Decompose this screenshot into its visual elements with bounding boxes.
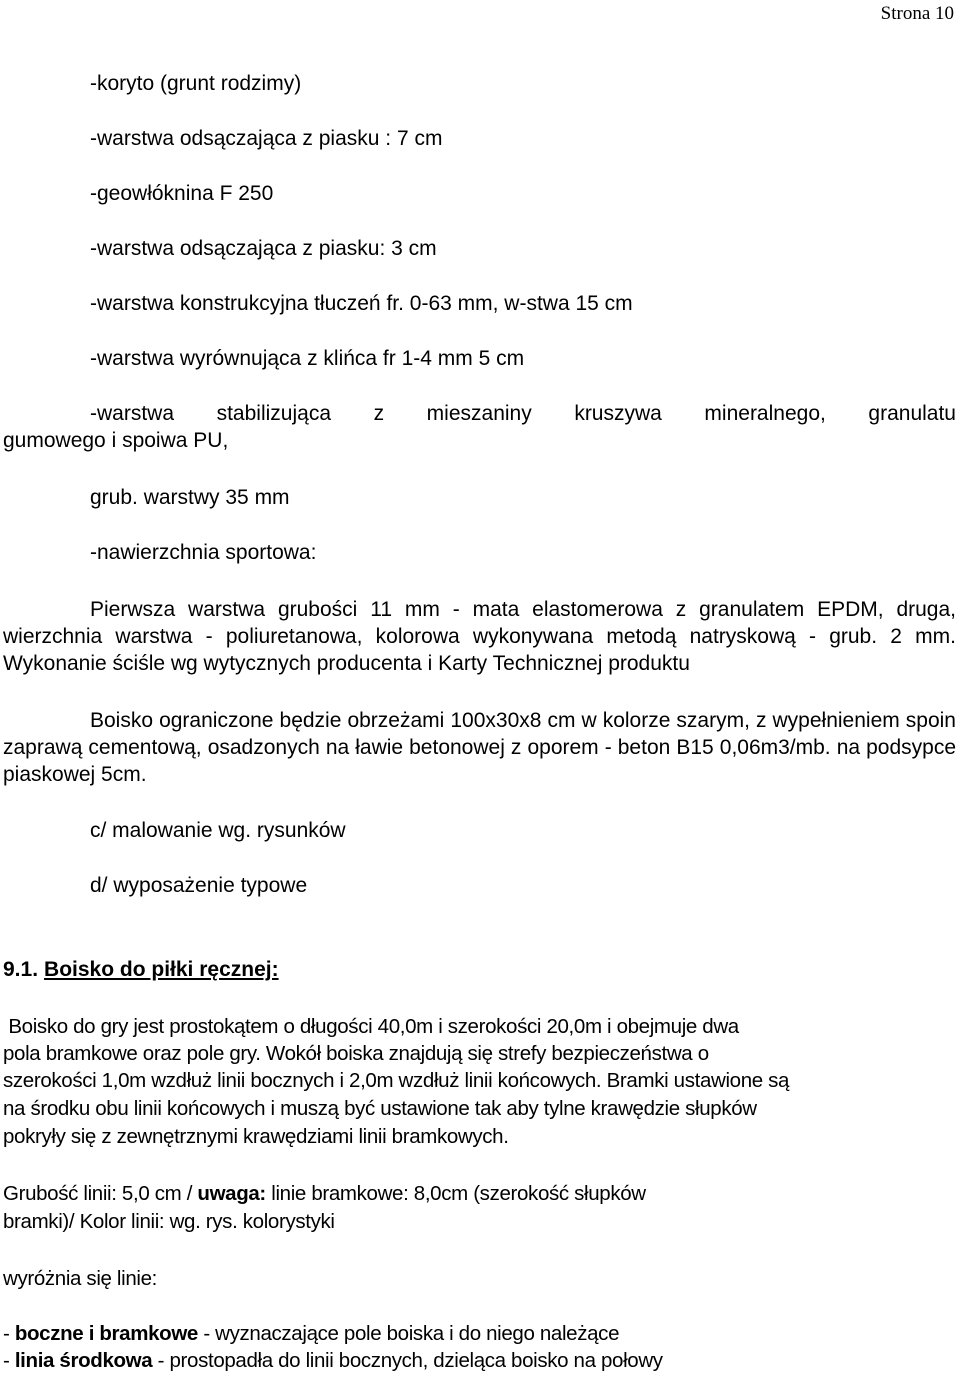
layer-item: -geowłóknina F 250 bbox=[90, 182, 274, 205]
curbs-description: Boisko ograniczone będzie obrzeżami 100x30x8 cm w kolorze szarym, z wypełnieniem spoin zaprawą cementową, osadzonych na ławie betonowej z oporem - beton B15 0,06m3/mb. na podsypce piaskowej 5cm. bbox=[3, 709, 956, 786]
stabilizing-thickness: grub. warstwy 35 mm bbox=[90, 486, 290, 509]
stabilizing-line-1: -warstwa stabilizująca z mieszaniny kruszywa mineralnego, granulatu bbox=[90, 402, 956, 425]
line-width-suffix: linie bramkowe: 8,0cm (szerokość słupków bbox=[265, 1182, 646, 1205]
section-heading bbox=[3, 958, 279, 982]
handball-line: szerokości 1,0m wzdłuż linii bocznych i 2,0m wzdłuż linii końcowych. Bramki ustawione są bbox=[3, 1069, 790, 1092]
layer-item: -warstwa odsączająca z piasku : 7 cm bbox=[90, 127, 443, 150]
list-item-text: - wyznaczające pole boiska i do niego należące bbox=[197, 1322, 620, 1345]
distinguish-label: wyróżnia się linie: bbox=[3, 1267, 157, 1290]
line-width-line-2: bramki)/ Kolor linii: wg. rys. kolorystyki bbox=[3, 1210, 335, 1233]
layer-item: -warstwa odsączająca z piasku: 3 cm bbox=[90, 237, 437, 260]
item-painting: c/ malowanie wg. rysunków bbox=[90, 819, 346, 842]
line-width-line-1 bbox=[3, 1180, 646, 1207]
list-item bbox=[3, 1320, 619, 1347]
list-item bbox=[3, 1347, 663, 1374]
list-item-term: boczne i bramkowe bbox=[14, 1322, 198, 1345]
page-number: Strona 10 bbox=[880, 3, 954, 24]
list-item-term: linia środkowa bbox=[14, 1349, 153, 1372]
layer-item: -koryto (grunt rodzimy) bbox=[90, 72, 302, 95]
handball-line: pola bramkowe oraz pole gry. Wokół boiska znajdują się strefy bezpieczeństwa o bbox=[3, 1042, 709, 1065]
surface-description: Pierwsza warstwa grubości 11 mm - mata elastomerowa z granulatem EPDM, druga, wierzchnia warstwa - poliuretanowa, kolorowa wykonywana metodą natryskową - grub. 2 mm. Wykonanie ściśle wg wytycznych producenta i Karty Technicznej produktu bbox=[3, 598, 956, 675]
section-number: 9.1. bbox=[3, 958, 39, 981]
list-item-text: - prostopadła do linii bocznych, dzieląca boisko na połowy bbox=[152, 1349, 663, 1372]
stabilizing-line-2: gumowego i spoiwa PU, bbox=[3, 429, 229, 452]
line-width-prefix: Grubość linii: 5,0 cm / bbox=[3, 1182, 198, 1205]
section-title: Boisko do piłki ręcznej: bbox=[44, 958, 279, 981]
note-label: uwaga: bbox=[197, 1182, 266, 1205]
handball-line: Boisko do gry jest prostokątem o długości 40,0m i szerokości 20,0m i obejmuje dwa bbox=[3, 1015, 739, 1038]
handball-line: pokryły się z zewnętrznymi krawędziami linii bramkowych. bbox=[3, 1125, 509, 1148]
list-dash: - bbox=[3, 1349, 15, 1372]
list-dash: - bbox=[3, 1322, 15, 1345]
layer-item: -warstwa wyrównująca z klińca fr 1-4 mm 5 cm bbox=[90, 347, 525, 370]
item-equipment: d/ wyposażenie typowe bbox=[90, 874, 308, 897]
surface-label: -nawierzchnia sportowa: bbox=[90, 541, 317, 564]
layer-item: -warstwa konstrukcyjna tłuczeń fr. 0-63 mm, w-stwa 15 cm bbox=[90, 292, 633, 315]
handball-line: na środku obu linii końcowych i muszą być ustawione tak aby tylne krawędzie słupków bbox=[3, 1097, 757, 1120]
